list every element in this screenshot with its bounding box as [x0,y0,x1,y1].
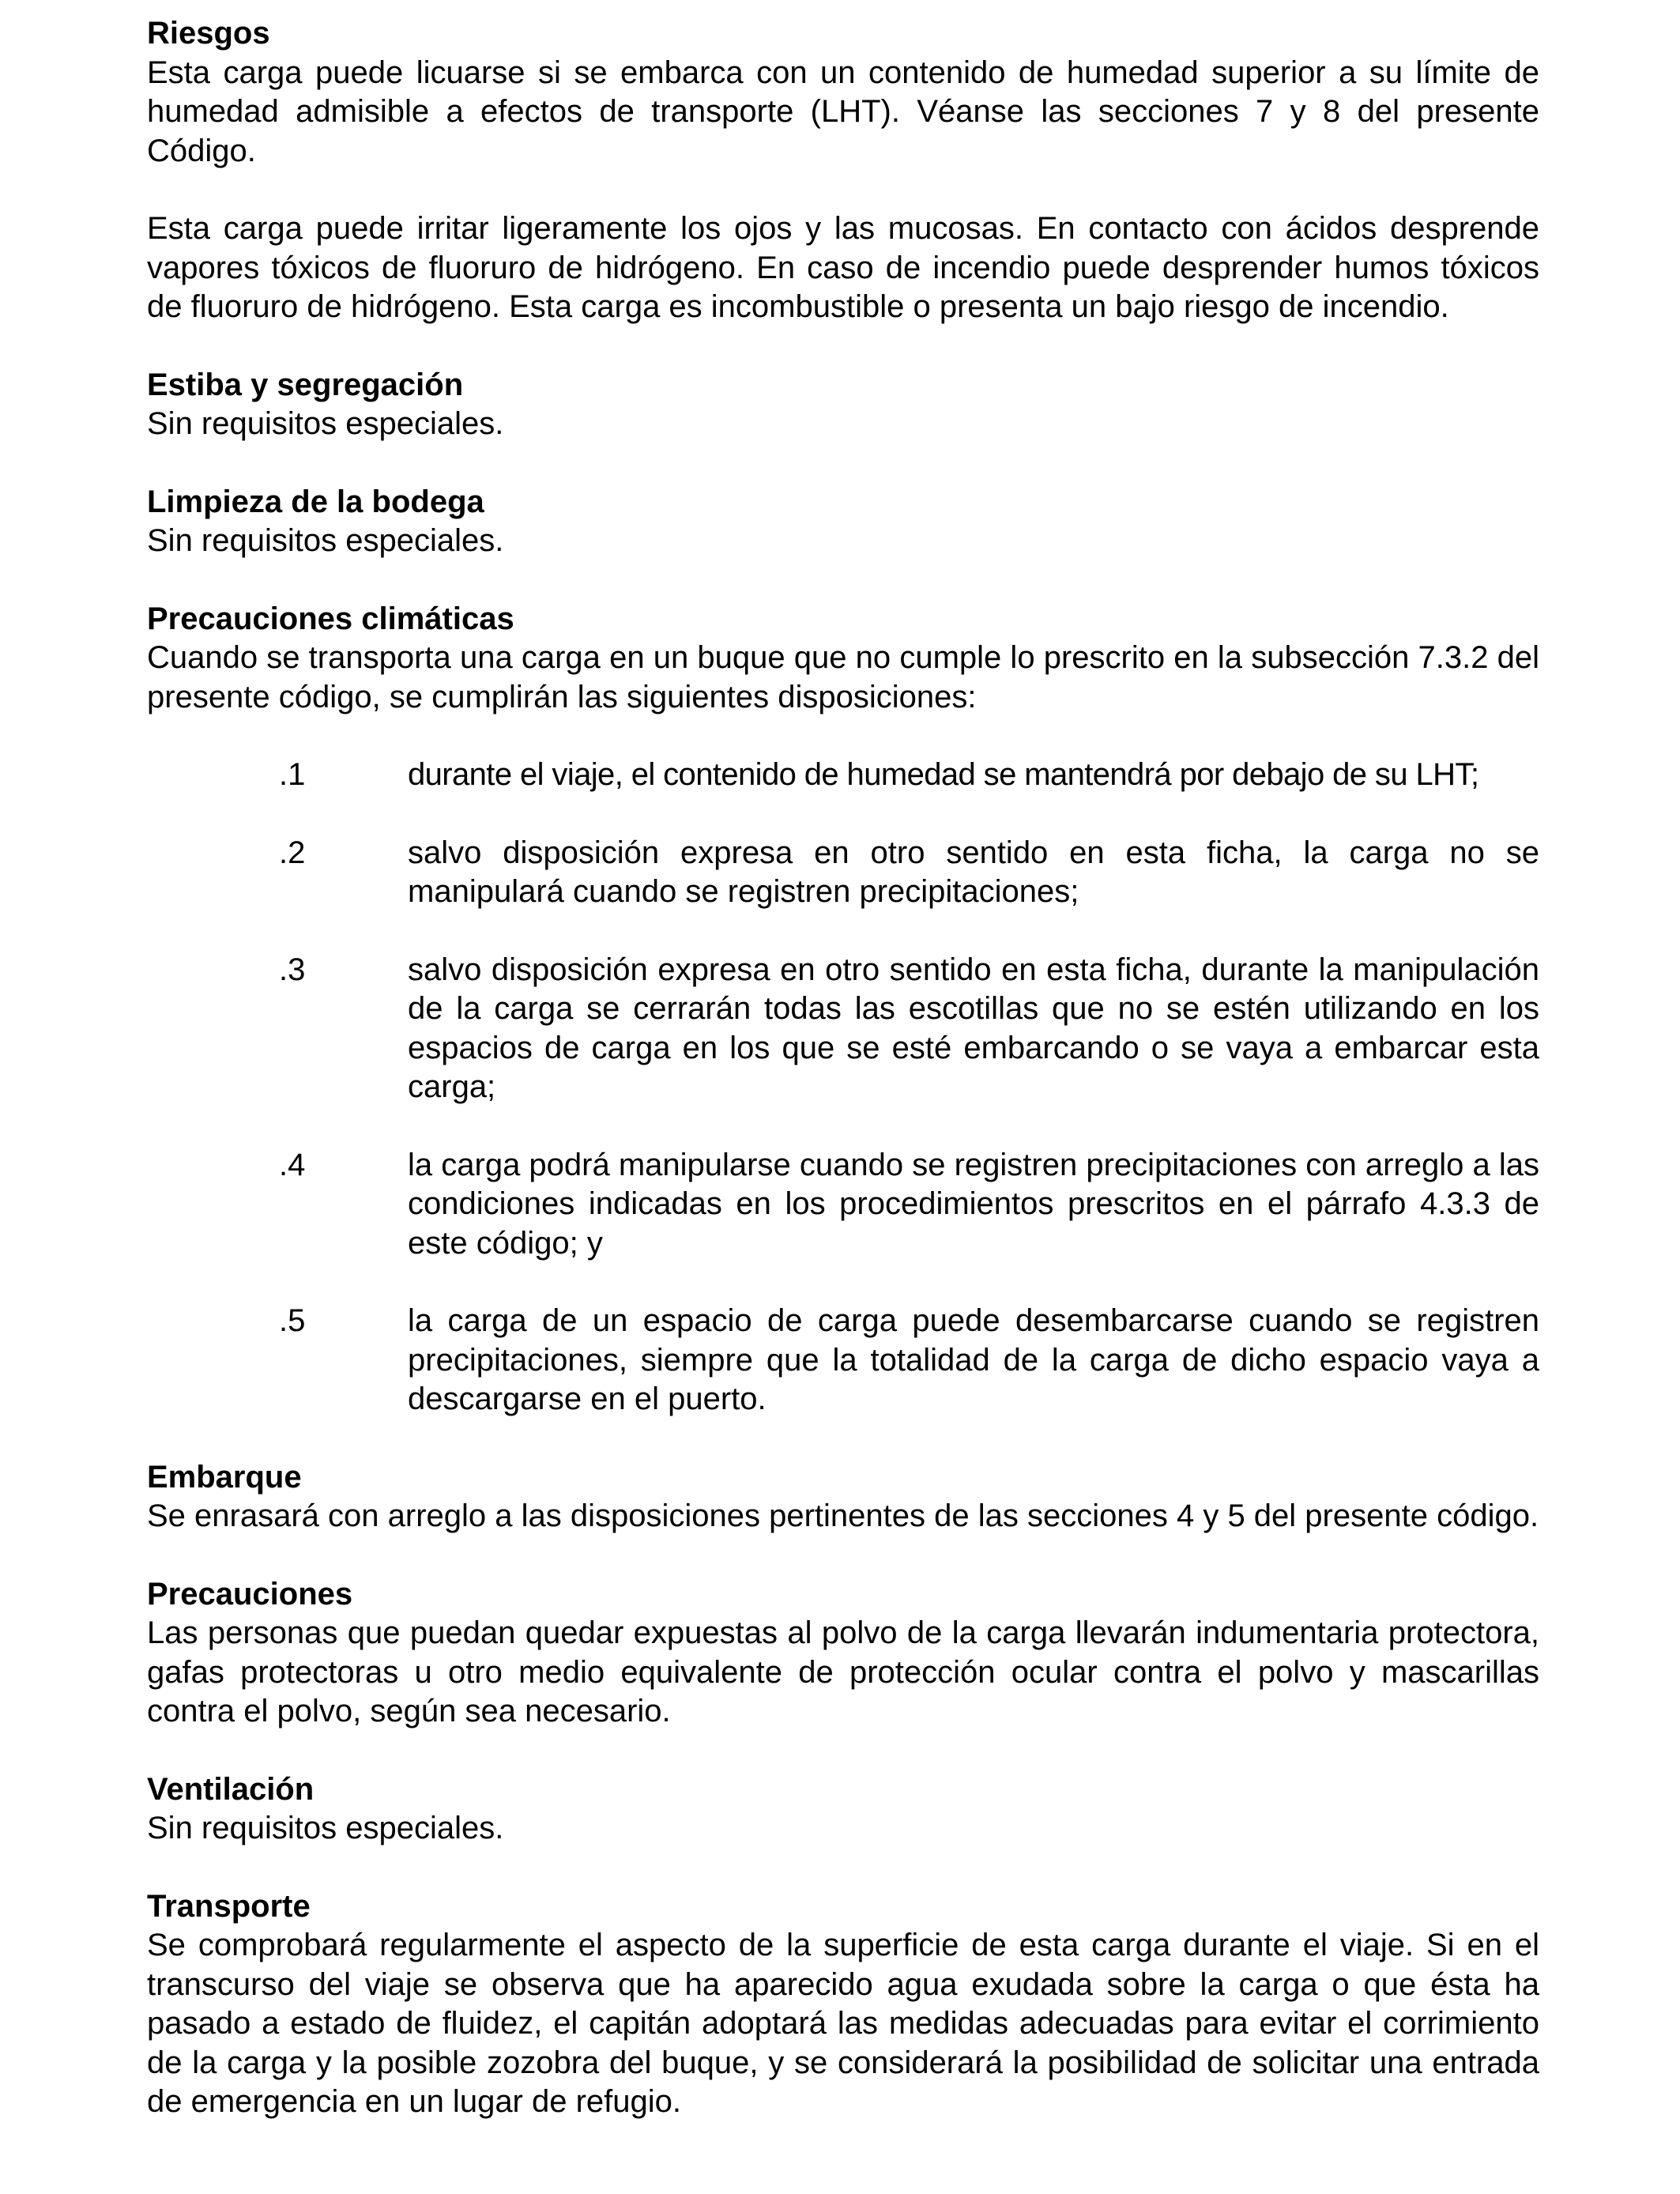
list-item-number: .5 [279,1303,306,1338]
section-paragraph: Se comprobará regularmente el aspecto de la superficie de esta carga durante el viaje. Si en el transcurso del viaje se observa que ha aparecido agua exudada sobre la carga o que ésta ha pasado a estado de fluidez, el capitán adoptará las medidas adecuadas para evitar el corrimiento de la carga y la posible zozobra del buque, y se considerará la posibilidad de solicitar una entrada de emergencia en un lugar de refugio. [147,1928,1539,2119]
section-estiba [147,366,1539,444]
list-item [147,1146,1539,1264]
section-paragraph: Se enrasará con arreglo a las disposiciones pertinentes de las secciones 4 y 5 del presente código. [147,1498,1539,1533]
list-item-number: .1 [279,757,306,792]
section-heading: Riesgos [147,16,270,51]
section-heading: Estiba y segregación [147,367,464,402]
section-heading: Ventilación [147,1771,315,1807]
section-precauciones-climaticas [147,600,1539,1419]
list-item-text: salvo disposición expresa en otro sentido en esta ficha, la carga no se manipulará cuando se registren precipitaciones; [408,835,1539,909]
section-heading: Limpieza de la bodega [147,484,484,519]
list-item-text: la carga de un espacio de carga puede desembarcarse cuando se registren precipitaciones, siempre que la totalidad de la carga de dicho espacio vaya a descargarse en el puerto. [408,1303,1539,1416]
list-item [147,1302,1539,1419]
section-paragraph: Sin requisitos especiales. [147,406,504,441]
section-riesgos [147,14,1539,327]
section-paragraph: Sin requisitos especiales. [147,523,504,558]
list-item-number: .3 [279,952,306,987]
section-paragraph: Cuando se transporta una carga en un buque que no cumple lo prescrito en la subsección 7.3.2 del presente código, se cumplirán las siguientes disposiciones: [147,640,1539,714]
section-heading: Precauciones climáticas [147,601,514,636]
section-ventilacion [147,1770,1539,1849]
provisions-list [147,756,1539,1419]
section-transporte [147,1887,1539,2122]
section-precauciones [147,1575,1539,1732]
section-heading: Embarque [147,1459,302,1495]
section-embarque [147,1458,1539,1536]
list-item-text: salvo disposición expresa en otro sentido en esta ficha, durante la manipulación de la carga se cerrarán todas las escotillas que no se estén utilizando en los espacios de carga en los que se esté embarcando o se vaya a embarcar esta carga; [408,952,1539,1104]
section-limpieza [147,483,1539,561]
list-item-text: durante el viaje, el contenido de humedad se mantendrá por debajo de su LHT; [408,757,1479,792]
section-paragraph: Esta carga puede irritar ligeramente los ojos y las mucosas. En contacto con ácidos desprende vapores tóxicos de fluoruro de hidrógeno. En caso de incendio puede desprender humos tóxicos de fluoruro de hidrógeno. Esta carga es incombustible o presenta un bajo riesgo de incendio. [147,211,1539,324]
list-item [147,834,1539,912]
list-item-number: .2 [279,835,306,870]
section-paragraph: Esta carga puede licuarse si se embarca con un contenido de humedad superior a su límite de humedad admisible a efectos de transporte (LHT). Véanse las secciones 7 y 8 del presente Código. [147,55,1539,168]
list-item-text: la carga podrá manipularse cuando se registren precipitaciones con arreglo a las condiciones indicadas en los procedimientos prescritos en el párrafo 4.3.3 de este código; y [408,1147,1539,1261]
section-heading: Transporte [147,1888,311,1924]
section-paragraph: Las personas que puedan quedar expuestas al polvo de la carga llevarán indumentaria protectora, gafas protectoras u otro medio equivalente de protección ocular contra el polvo y mascarillas contra el polvo, según sea necesario. [147,1615,1539,1728]
document-page [147,14,1539,2122]
list-item [147,951,1539,1107]
list-item [147,756,1539,795]
section-heading: Precauciones [147,1576,353,1612]
list-item-number: .4 [279,1147,306,1182]
section-paragraph: Sin requisitos especiales. [147,1811,504,1845]
